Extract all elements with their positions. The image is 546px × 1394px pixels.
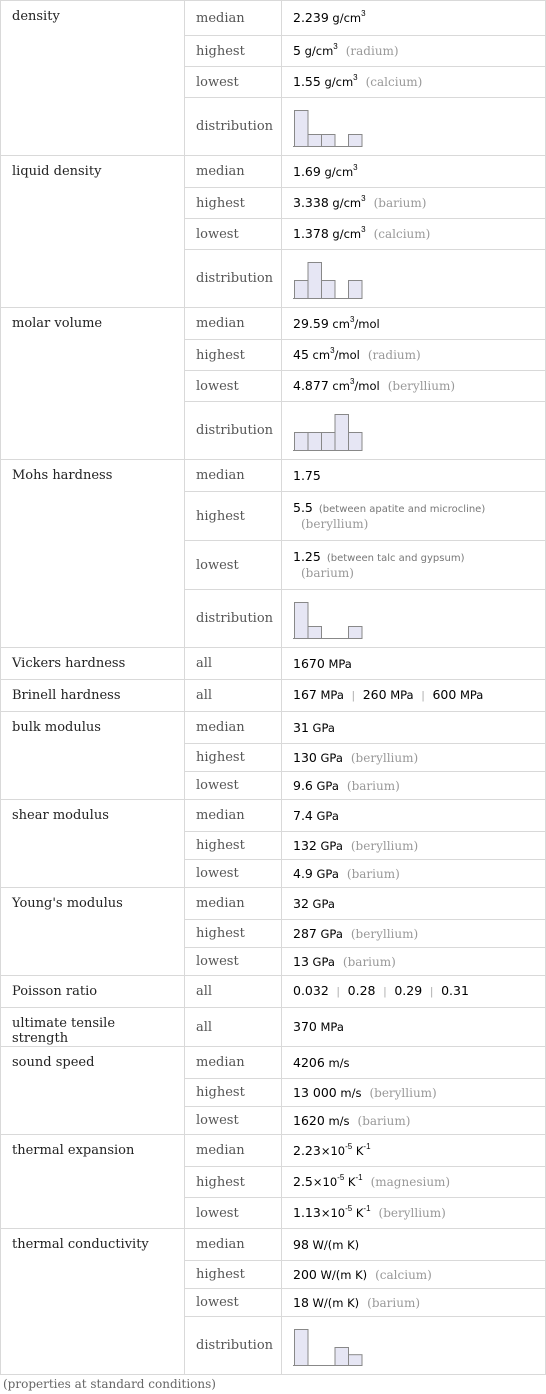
value-cell: 5 $g/cm^3$ (radium) — [282, 36, 546, 67]
stat-label: all — [185, 976, 282, 1008]
value-cell: 4.9 GPa (barium) — [282, 860, 546, 888]
value-cell: 32 GPa — [282, 888, 546, 920]
stat-label: distribution — [185, 98, 282, 156]
stat-label: median — [185, 1229, 282, 1261]
value-cell: 98 W/(m K) — [282, 1229, 546, 1261]
value-cell: 7.4 GPa — [282, 800, 546, 832]
stat-label: lowest — [185, 541, 282, 590]
property-name: ultimate tensile strength — [1, 1008, 185, 1047]
value-cell: 9.6 GPa (barium) — [282, 772, 546, 800]
stat-label: median — [185, 1, 282, 36]
value-cell: $2.23\times 10^{-5}$ $K^{-1}$ — [282, 1135, 546, 1167]
value-cell: 1670 MPa — [282, 648, 546, 680]
stat-label: all — [185, 648, 282, 680]
distribution-histogram — [293, 106, 373, 148]
stat-label: lowest — [185, 860, 282, 888]
stat-label: median — [185, 460, 282, 492]
value-cell: 31 GPa — [282, 712, 546, 744]
distribution-cell — [282, 250, 546, 308]
stat-label: median — [185, 156, 282, 188]
stat-label: median — [185, 888, 282, 920]
footer-note: (properties at standard conditions) — [3, 1377, 216, 1391]
stat-label: highest — [185, 340, 282, 371]
value-cell: 287 GPa (beryllium) — [282, 920, 546, 948]
property-name: thermal expansion — [1, 1135, 185, 1229]
stat-label: highest — [185, 36, 282, 67]
histogram-bar — [308, 134, 322, 146]
distribution-cell — [282, 1317, 546, 1375]
value-cell: 29.59 $cm^3$/mol — [282, 308, 546, 340]
value-cell: 370 MPa — [282, 1008, 546, 1047]
value-cell: 45 $cm^3$/mol (radium) — [282, 340, 546, 371]
value-cell: 5.5 (between apatite and microcline) (beryllium) — [282, 492, 546, 541]
value-cell: $1.13\times 10^{-5}$ $K^{-1}$ (beryllium) — [282, 1198, 546, 1229]
property-name: Young's modulus — [1, 888, 185, 976]
value-cell: 0.032 | 0.28 | 0.29 | 0.31 — [282, 976, 546, 1008]
stat-label: distribution — [185, 590, 282, 648]
stat-label: highest — [185, 1079, 282, 1107]
stat-label: median — [185, 712, 282, 744]
stat-label: highest — [185, 1167, 282, 1198]
stat-label: distribution — [185, 1317, 282, 1375]
stat-label: highest — [185, 188, 282, 219]
stat-label: highest — [185, 832, 282, 860]
histogram-bar — [308, 626, 322, 638]
value-cell: 1.69 $g/cm^3$ — [282, 156, 546, 188]
value-cell: 1.25 (between talc and gypsum) (barium) — [282, 541, 546, 590]
value-cell: 13 000 m/s (beryllium) — [282, 1079, 546, 1107]
property-name: Brinell hardness — [1, 680, 185, 712]
histogram-bar — [295, 1329, 309, 1365]
histogram-bar — [295, 602, 309, 638]
stat-label: median — [185, 800, 282, 832]
property-name: sound speed — [1, 1047, 185, 1135]
value-cell: 130 GPa (beryllium) — [282, 744, 546, 772]
stat-label: lowest — [185, 67, 282, 98]
histogram-bar — [349, 1354, 363, 1365]
value-cell: 1.55 $g/cm^3$ (calcium) — [282, 67, 546, 98]
stat-label: distribution — [185, 402, 282, 460]
value-cell: 132 GPa (beryllium) — [282, 832, 546, 860]
value-cell: 1.378 $g/cm^3$ (calcium) — [282, 219, 546, 250]
property-name: Vickers hardness — [1, 648, 185, 680]
histogram-bar — [349, 134, 363, 146]
value-cell: 1620 m/s (barium) — [282, 1107, 546, 1135]
histogram-bar — [322, 134, 336, 146]
value-cell: $2.5\times 10^{-5}$ $K^{-1}$ (magnesium) — [282, 1167, 546, 1198]
stat-label: highest — [185, 744, 282, 772]
histogram-bar — [295, 110, 309, 146]
value-cell: 1.75 — [282, 460, 546, 492]
stat-label: lowest — [185, 1198, 282, 1229]
histogram-bar — [295, 280, 309, 298]
stat-label: lowest — [185, 371, 282, 402]
value-cell: 200 W/(m K) (calcium) — [282, 1261, 546, 1289]
property-name: Mohs hardness — [1, 460, 185, 648]
distribution-histogram — [293, 410, 373, 452]
property-name: shear modulus — [1, 800, 185, 888]
property-name: thermal conductivity — [1, 1229, 185, 1375]
distribution-histogram — [293, 258, 373, 300]
stat-label: lowest — [185, 948, 282, 976]
stat-label: lowest — [185, 772, 282, 800]
property-name: density — [1, 1, 185, 156]
distribution-histogram — [293, 598, 373, 640]
value-cell: 4206 m/s — [282, 1047, 546, 1079]
stat-label: highest — [185, 920, 282, 948]
value-cell: 167 MPa | 260 MPa | 600 MPa — [282, 680, 546, 712]
distribution-cell — [282, 402, 546, 460]
stat-label: highest — [185, 1261, 282, 1289]
stat-label: all — [185, 1008, 282, 1047]
histogram-bar — [322, 280, 336, 298]
property-name: molar volume — [1, 308, 185, 460]
stat-label: highest — [185, 492, 282, 541]
stat-label: lowest — [185, 219, 282, 250]
stat-label: median — [185, 1047, 282, 1079]
stat-label: median — [185, 1135, 282, 1167]
value-cell: 2.239 $g/cm^3$ — [282, 1, 546, 36]
distribution-cell — [282, 590, 546, 648]
histogram-bar — [295, 432, 309, 450]
stat-label: lowest — [185, 1107, 282, 1135]
stat-label: all — [185, 680, 282, 712]
distribution-histogram — [293, 1325, 373, 1367]
distribution-cell — [282, 98, 546, 156]
histogram-bar — [308, 432, 322, 450]
stat-label: lowest — [185, 1289, 282, 1317]
histogram-bar — [308, 262, 322, 298]
property-name: bulk modulus — [1, 712, 185, 800]
stat-label: median — [185, 308, 282, 340]
histogram-bar — [349, 280, 363, 298]
property-name: liquid density — [1, 156, 185, 308]
histogram-bar — [349, 432, 363, 450]
value-cell: 4.877 $cm^3$/mol (beryllium) — [282, 371, 546, 402]
histogram-bar — [322, 432, 336, 450]
histogram-bar — [335, 414, 349, 450]
value-cell: 3.338 $g/cm^3$ (barium) — [282, 188, 546, 219]
property-name: Poisson ratio — [1, 976, 185, 1008]
value-cell: 13 GPa (barium) — [282, 948, 546, 976]
histogram-bar — [349, 626, 363, 638]
histogram-bar — [335, 1347, 349, 1365]
stat-label: distribution — [185, 250, 282, 308]
value-cell: 18 W/(m K) (barium) — [282, 1289, 546, 1317]
